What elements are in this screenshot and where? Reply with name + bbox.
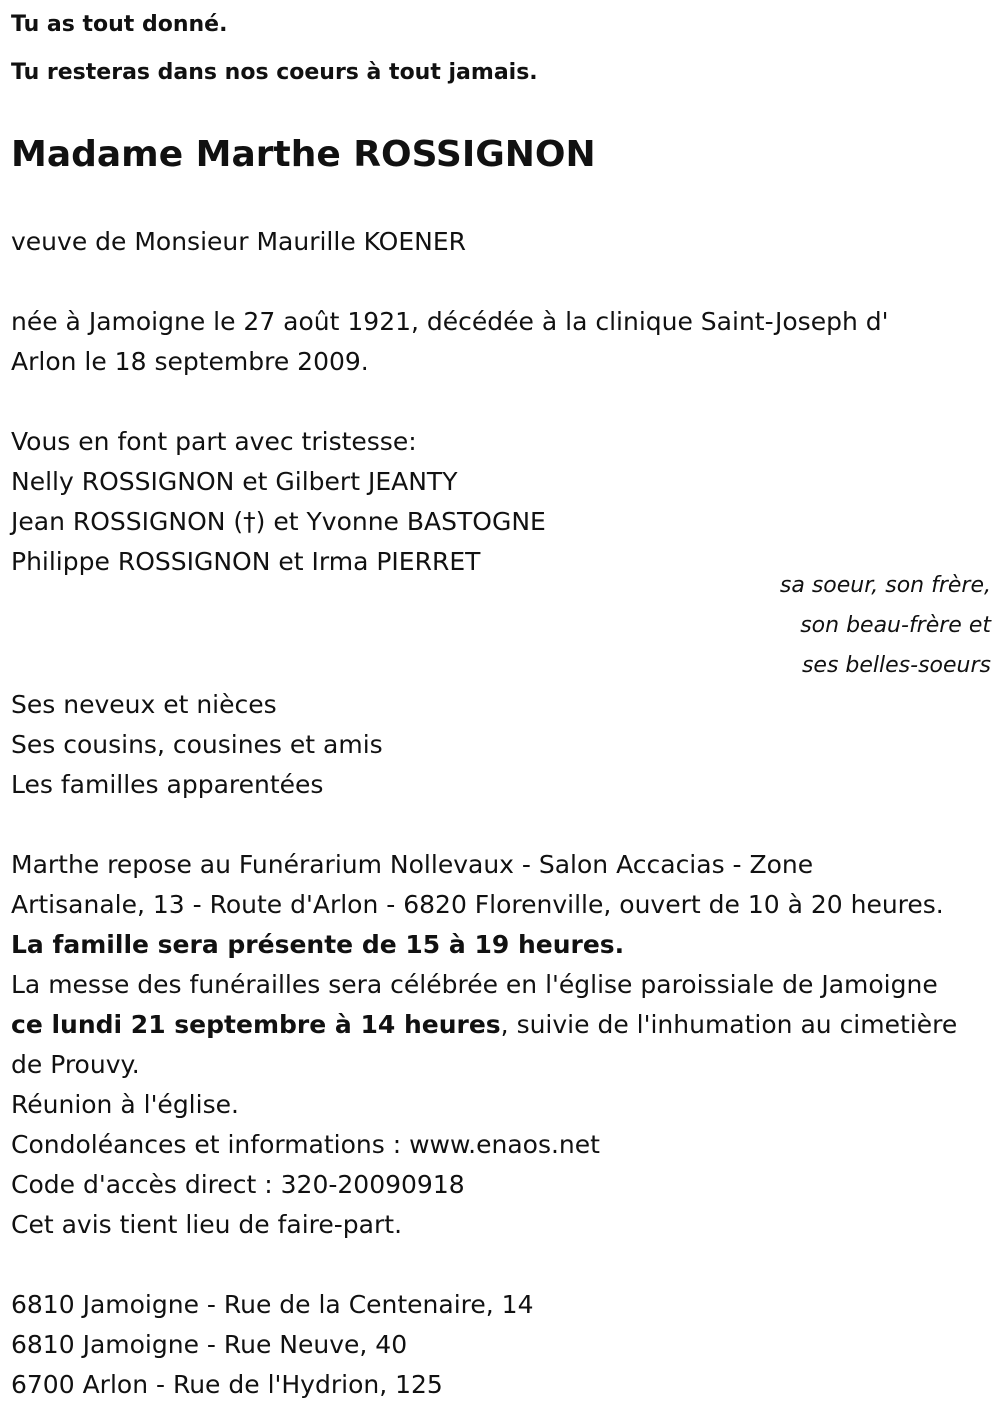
condolences-line: Condoléances et informations : www.enaos.net	[11, 1130, 600, 1159]
motto-line-1: Tu as tout donné.	[11, 12, 228, 37]
repose-line-2: Artisanale, 13 - Route d'Arlon - 6820 Florenville, ouvert de 10 à 20 heures.	[11, 890, 944, 919]
mass-line-2-rest: , suivie de l'inhumation au cimetière	[500, 1010, 958, 1039]
notice-line: Cet avis tient lieu de faire-part.	[11, 1210, 403, 1239]
repose-line-1: Marthe repose au Funérarium Nollevaux - Salon Accacias - Zone	[11, 850, 814, 879]
family-member: Jean ROSSIGNON (†) et Yvonne BASTOGNE	[11, 507, 546, 536]
deceased-name: Madame Marthe ROSSIGNON	[11, 134, 596, 175]
address-line: 6810 Jamoigne - Rue de la Centenaire, 14	[11, 1290, 534, 1319]
mass-line-1: La messe des funérailles sera célébrée en l'église paroissiale de Jamoigne	[11, 970, 938, 999]
family-member: Philippe ROSSIGNON et Irma PIERRET	[11, 547, 481, 576]
family-presence: La famille sera présente de 15 à 19 heures.	[11, 930, 625, 959]
relation-line: son beau-frère et	[800, 613, 991, 638]
address-line: 6810 Jamoigne - Rue Neuve, 40	[11, 1330, 408, 1359]
other-relatives: Ses neveux et nièces	[11, 690, 277, 719]
mass-date: ce lundi 21 septembre à 14 heures	[11, 1010, 501, 1039]
other-relatives: Ses cousins, cousines et amis	[11, 730, 383, 759]
family-intro: Vous en font part avec tristesse:	[11, 427, 417, 456]
birth-death-line-2: Arlon le 18 septembre 2009.	[11, 347, 369, 376]
other-relatives: Les familles apparentées	[11, 770, 324, 799]
relation-line: sa soeur, son frère,	[779, 573, 991, 598]
mass-line-3: de Prouvy.	[11, 1050, 140, 1079]
address-line: 6700 Arlon - Rue de l'Hydrion, 125	[11, 1370, 443, 1399]
relation-line: ses belles-soeurs	[801, 653, 991, 678]
access-code-line: Code d'accès direct : 320-20090918	[11, 1170, 465, 1199]
birth-death-line-1: née à Jamoigne le 27 août 1921, décédée à la clinique Saint-Joseph d'	[11, 307, 889, 336]
family-member: Nelly ROSSIGNON et Gilbert JEANTY	[11, 467, 458, 496]
reunion-line: Réunion à l'église.	[11, 1090, 239, 1119]
motto-line-2: Tu resteras dans nos coeurs à tout jamais.	[11, 60, 538, 85]
spouse-line: veuve de Monsieur Maurille KOENER	[11, 227, 467, 256]
mass-line-2	[11, 1010, 957, 1040]
